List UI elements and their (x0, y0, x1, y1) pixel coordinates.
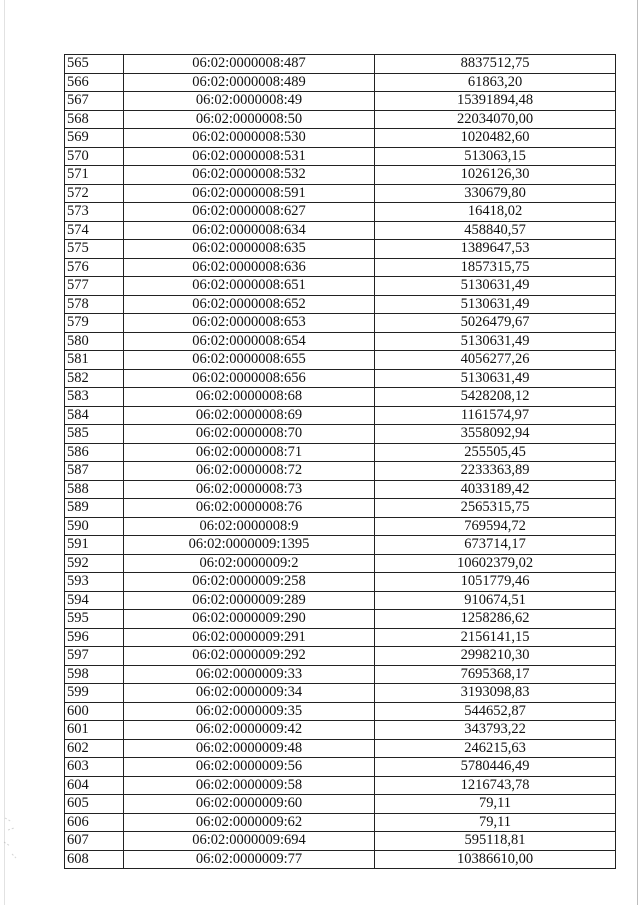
table-row (65, 499, 616, 518)
row-number: 578 (65, 295, 124, 314)
row-number: 602 (65, 739, 124, 758)
table-row (65, 110, 616, 129)
row-number: 584 (65, 406, 124, 425)
table-row (65, 684, 616, 703)
cadastral-value: 79,11 (375, 813, 616, 832)
cadastral-number: 06:02:0000009:42 (124, 721, 375, 740)
row-number: 593 (65, 573, 124, 592)
table-row (65, 832, 616, 851)
cadastral-value: 5428208,12 (375, 388, 616, 407)
row-number: 592 (65, 554, 124, 573)
cadastral-value: 8837512,75 (375, 55, 616, 74)
cadastral-number: 06:02:0000008:627 (124, 203, 375, 222)
table-row (65, 332, 616, 351)
cadastral-value: 1258286,62 (375, 610, 616, 629)
cadastral-value: 5780446,49 (375, 758, 616, 777)
scan-edge-left (4, 0, 5, 905)
cadastral-value: 246215,63 (375, 739, 616, 758)
cadastral-number: 06:02:0000009:34 (124, 684, 375, 703)
cadastral-number: 06:02:0000009:694 (124, 832, 375, 851)
table-row (65, 406, 616, 425)
row-number: 595 (65, 610, 124, 629)
cadastral-value: 2565315,75 (375, 499, 616, 518)
table-row (65, 443, 616, 462)
row-number: 608 (65, 850, 124, 869)
row-number: 600 (65, 702, 124, 721)
cadastral-value: 10602379,02 (375, 554, 616, 573)
cadastral-number: 06:02:0000009:2 (124, 554, 375, 573)
table-row (65, 166, 616, 185)
cadastral-number: 06:02:0000008:72 (124, 462, 375, 481)
row-number: 594 (65, 591, 124, 610)
cadastral-value-table (64, 54, 616, 869)
cadastral-value: 910674,51 (375, 591, 616, 610)
table-row (65, 55, 616, 74)
cadastral-number: 06:02:0000008:70 (124, 425, 375, 444)
cadastral-number: 06:02:0000009:48 (124, 739, 375, 758)
row-number: 572 (65, 184, 124, 203)
row-number: 587 (65, 462, 124, 481)
cadastral-number: 06:02:0000008:489 (124, 73, 375, 92)
row-number: 607 (65, 832, 124, 851)
cadastral-number: 06:02:0000008:651 (124, 277, 375, 296)
row-number: 575 (65, 240, 124, 259)
row-number: 586 (65, 443, 124, 462)
row-number: 606 (65, 813, 124, 832)
table-row (65, 203, 616, 222)
cadastral-value: 255505,45 (375, 443, 616, 462)
table-row (65, 795, 616, 814)
row-number: 576 (65, 258, 124, 277)
cadastral-number: 06:02:0000008:655 (124, 351, 375, 370)
cadastral-number: 06:02:0000008:49 (124, 92, 375, 111)
table-row (65, 628, 616, 647)
cadastral-number: 06:02:0000008:634 (124, 221, 375, 240)
row-number: 567 (65, 92, 124, 111)
cadastral-value: 2233363,89 (375, 462, 616, 481)
cadastral-value: 513063,15 (375, 147, 616, 166)
cadastral-value: 343793,22 (375, 721, 616, 740)
cadastral-number: 06:02:0000008:656 (124, 369, 375, 388)
cadastral-value: 544652,87 (375, 702, 616, 721)
row-number: 582 (65, 369, 124, 388)
table-row (65, 813, 616, 832)
cadastral-value: 1020482,60 (375, 129, 616, 148)
cadastral-number: 06:02:0000009:1395 (124, 536, 375, 555)
table-row (65, 92, 616, 111)
table-row (65, 647, 616, 666)
row-number: 588 (65, 480, 124, 499)
table-row (65, 591, 616, 610)
stamp-mark (0, 808, 60, 868)
cadastral-number: 06:02:0000009:56 (124, 758, 375, 777)
cadastral-number: 06:02:0000008:71 (124, 443, 375, 462)
cadastral-number: 06:02:0000008:532 (124, 166, 375, 185)
table-row (65, 554, 616, 573)
row-number: 599 (65, 684, 124, 703)
cadastral-number: 06:02:0000008:635 (124, 240, 375, 259)
row-number: 570 (65, 147, 124, 166)
cadastral-value: 1026126,30 (375, 166, 616, 185)
table-row (65, 462, 616, 481)
cadastral-value: 769594,72 (375, 517, 616, 536)
row-number: 604 (65, 776, 124, 795)
cadastral-value: 16418,02 (375, 203, 616, 222)
cadastral-number: 06:02:0000008:531 (124, 147, 375, 166)
cadastral-number: 06:02:0000009:258 (124, 573, 375, 592)
table-row (65, 240, 616, 259)
row-number: 590 (65, 517, 124, 536)
row-number: 566 (65, 73, 124, 92)
table-row (65, 665, 616, 684)
cadastral-value: 1051779,46 (375, 573, 616, 592)
row-number: 577 (65, 277, 124, 296)
cadastral-number: 06:02:0000009:60 (124, 795, 375, 814)
row-number: 585 (65, 425, 124, 444)
row-number: 574 (65, 221, 124, 240)
cadastral-value: 330679,80 (375, 184, 616, 203)
cadastral-value: 61863,20 (375, 73, 616, 92)
table-row (65, 351, 616, 370)
row-number: 596 (65, 628, 124, 647)
table-row (65, 184, 616, 203)
cadastral-number: 06:02:0000008:9 (124, 517, 375, 536)
cadastral-value: 7695368,17 (375, 665, 616, 684)
table-row (65, 739, 616, 758)
table-row (65, 221, 616, 240)
cadastral-number: 06:02:0000008:68 (124, 388, 375, 407)
table-row (65, 721, 616, 740)
cadastral-number: 06:02:0000009:77 (124, 850, 375, 869)
cadastral-number: 06:02:0000009:62 (124, 813, 375, 832)
cadastral-value: 1857315,75 (375, 258, 616, 277)
table-row (65, 850, 616, 869)
row-number: 597 (65, 647, 124, 666)
cadastral-number: 06:02:0000009:290 (124, 610, 375, 629)
table-row (65, 314, 616, 333)
cadastral-number: 06:02:0000009:58 (124, 776, 375, 795)
cadastral-value: 4056277,26 (375, 351, 616, 370)
cadastral-value: 5130631,49 (375, 277, 616, 296)
cadastral-number: 06:02:0000008:530 (124, 129, 375, 148)
table-row (65, 295, 616, 314)
table-row (65, 129, 616, 148)
table-row (65, 258, 616, 277)
cadastral-value: 458840,57 (375, 221, 616, 240)
scan-edge-right (637, 0, 638, 905)
table-row (65, 480, 616, 499)
cadastral-value: 1389647,53 (375, 240, 616, 259)
cadastral-value: 79,11 (375, 795, 616, 814)
row-number: 598 (65, 665, 124, 684)
row-number: 569 (65, 129, 124, 148)
cadastral-value: 5130631,49 (375, 332, 616, 351)
row-number: 601 (65, 721, 124, 740)
table-row (65, 517, 616, 536)
table-row (65, 758, 616, 777)
cadastral-number: 06:02:0000008:50 (124, 110, 375, 129)
row-number: 565 (65, 55, 124, 74)
row-number: 583 (65, 388, 124, 407)
table-row (65, 73, 616, 92)
row-number: 571 (65, 166, 124, 185)
cadastral-number: 06:02:0000008:73 (124, 480, 375, 499)
table-row (65, 573, 616, 592)
row-number: 605 (65, 795, 124, 814)
table-row (65, 776, 616, 795)
cadastral-value: 5130631,49 (375, 295, 616, 314)
table-body (65, 55, 616, 869)
cadastral-value: 2156141,15 (375, 628, 616, 647)
cadastral-number: 06:02:0000008:76 (124, 499, 375, 518)
table-row (65, 369, 616, 388)
row-number: 589 (65, 499, 124, 518)
row-number: 579 (65, 314, 124, 333)
table-row (65, 610, 616, 629)
cadastral-value: 2998210,30 (375, 647, 616, 666)
row-number: 580 (65, 332, 124, 351)
row-number: 581 (65, 351, 124, 370)
table-row (65, 147, 616, 166)
cadastral-value: 3193098,83 (375, 684, 616, 703)
cadastral-number: 06:02:0000009:35 (124, 702, 375, 721)
cadastral-value: 15391894,48 (375, 92, 616, 111)
cadastral-value: 1216743,78 (375, 776, 616, 795)
table-row (65, 388, 616, 407)
table-row (65, 536, 616, 555)
row-number: 603 (65, 758, 124, 777)
cadastral-number: 06:02:0000009:289 (124, 591, 375, 610)
cadastral-number: 06:02:0000008:653 (124, 314, 375, 333)
cadastral-value: 5026479,67 (375, 314, 616, 333)
cadastral-number: 06:02:0000008:591 (124, 184, 375, 203)
cadastral-value: 22034070,00 (375, 110, 616, 129)
cadastral-value: 1161574,97 (375, 406, 616, 425)
cadastral-number: 06:02:0000009:33 (124, 665, 375, 684)
row-number: 591 (65, 536, 124, 555)
table-row (65, 277, 616, 296)
cadastral-value: 3558092,94 (375, 425, 616, 444)
table-row (65, 425, 616, 444)
cadastral-value: 5130631,49 (375, 369, 616, 388)
cadastral-number: 06:02:0000008:654 (124, 332, 375, 351)
row-number: 573 (65, 203, 124, 222)
cadastral-number: 06:02:0000008:636 (124, 258, 375, 277)
cadastral-value: 10386610,00 (375, 850, 616, 869)
cadastral-value: 4033189,42 (375, 480, 616, 499)
table-row (65, 702, 616, 721)
cadastral-number: 06:02:0000009:292 (124, 647, 375, 666)
cadastral-number: 06:02:0000008:652 (124, 295, 375, 314)
cadastral-number: 06:02:0000008:69 (124, 406, 375, 425)
cadastral-value: 595118,81 (375, 832, 616, 851)
cadastral-value: 673714,17 (375, 536, 616, 555)
row-number: 568 (65, 110, 124, 129)
cadastral-number: 06:02:0000008:487 (124, 55, 375, 74)
cadastral-number: 06:02:0000009:291 (124, 628, 375, 647)
